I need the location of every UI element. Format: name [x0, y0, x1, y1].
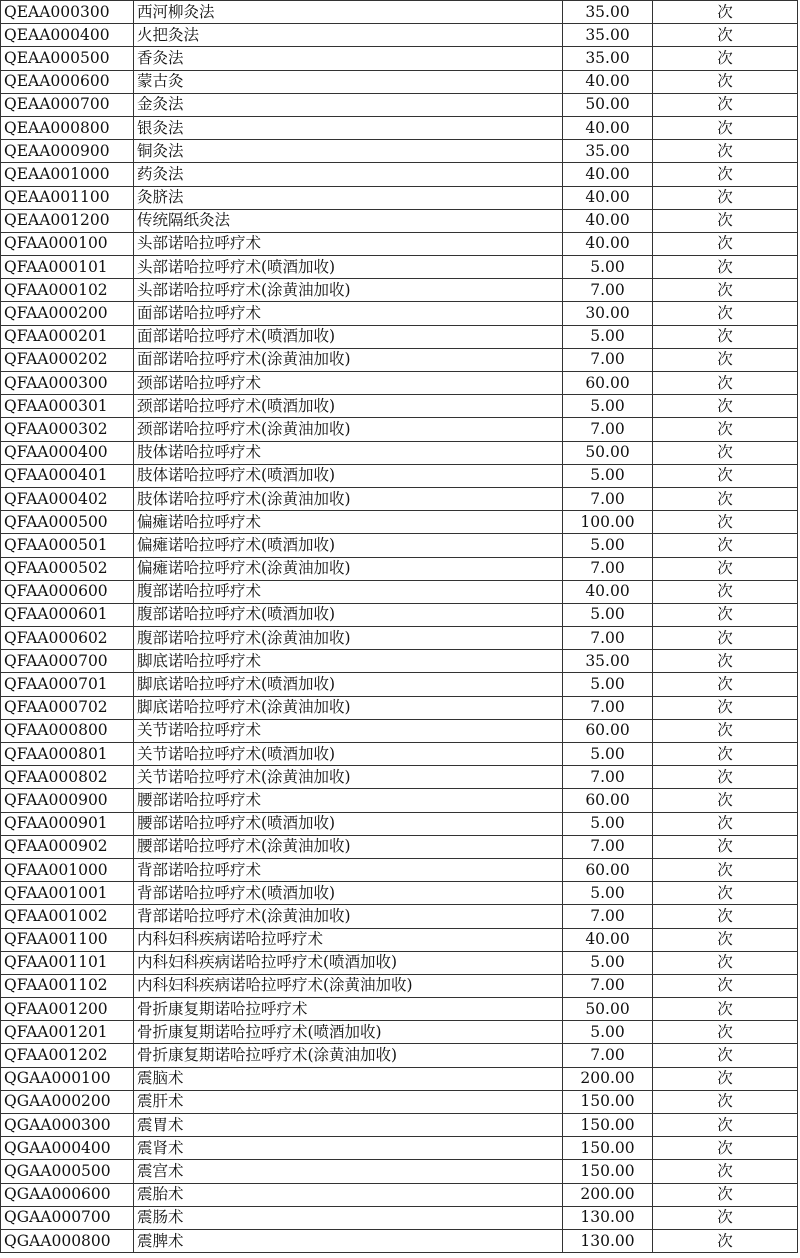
item-code-cell: QGAA000800 — [1, 1229, 134, 1252]
item-name-cell: 背部诺哈拉呼疗术 — [134, 858, 563, 881]
item-unit-cell: 次 — [653, 603, 798, 626]
table-row — [1, 1, 798, 24]
item-code-cell: QFAA000202 — [1, 348, 134, 371]
item-price-cell: 5.00 — [563, 951, 653, 974]
table-row — [1, 232, 798, 255]
item-unit-cell: 次 — [653, 557, 798, 580]
item-name-cell: 腹部诺哈拉呼疗术(涂黄油加收) — [134, 627, 563, 650]
table-row — [1, 209, 798, 232]
item-name-cell: 脚底诺哈拉呼疗术(喷酒加收) — [134, 673, 563, 696]
item-unit-cell: 次 — [653, 1, 798, 24]
item-name-cell: 火把灸法 — [134, 24, 563, 47]
item-unit-cell: 次 — [653, 70, 798, 93]
item-unit-cell: 次 — [653, 418, 798, 441]
item-price-cell: 50.00 — [563, 441, 653, 464]
item-price-cell: 5.00 — [563, 812, 653, 835]
item-price-cell: 200.00 — [563, 1067, 653, 1090]
item-price-cell: 7.00 — [563, 557, 653, 580]
table-row — [1, 1137, 798, 1160]
item-unit-cell: 次 — [653, 858, 798, 881]
item-code-cell: QFAA000402 — [1, 487, 134, 510]
item-name-cell: 面部诺哈拉呼疗术(涂黄油加收) — [134, 348, 563, 371]
item-code-cell: QFAA000502 — [1, 557, 134, 580]
item-name-cell: 腰部诺哈拉呼疗术 — [134, 789, 563, 812]
table-row — [1, 998, 798, 1021]
item-unit-cell: 次 — [653, 302, 798, 325]
item-code-cell: QGAA000100 — [1, 1067, 134, 1090]
item-code-cell: QFAA000901 — [1, 812, 134, 835]
item-unit-cell: 次 — [653, 743, 798, 766]
table-row — [1, 70, 798, 93]
item-code-cell: QEAA001100 — [1, 186, 134, 209]
item-code-cell: QFAA000300 — [1, 372, 134, 395]
item-name-cell: 银灸法 — [134, 116, 563, 139]
item-price-cell: 5.00 — [563, 743, 653, 766]
item-price-cell: 5.00 — [563, 395, 653, 418]
item-code-cell: QFAA000601 — [1, 603, 134, 626]
item-price-cell: 150.00 — [563, 1160, 653, 1183]
item-price-cell: 40.00 — [563, 116, 653, 139]
item-unit-cell: 次 — [653, 1160, 798, 1183]
table-row — [1, 186, 798, 209]
item-unit-cell: 次 — [653, 835, 798, 858]
item-code-cell: QFAA000801 — [1, 743, 134, 766]
item-price-cell: 50.00 — [563, 998, 653, 1021]
item-name-cell: 头部诺哈拉呼疗术(涂黄油加收) — [134, 279, 563, 302]
table-row — [1, 580, 798, 603]
item-name-cell: 肢体诺哈拉呼疗术 — [134, 441, 563, 464]
table-row — [1, 256, 798, 279]
item-name-cell: 颈部诺哈拉呼疗术(涂黄油加收) — [134, 418, 563, 441]
item-price-cell: 7.00 — [563, 835, 653, 858]
item-unit-cell: 次 — [653, 395, 798, 418]
item-code-cell: QGAA000600 — [1, 1183, 134, 1206]
item-price-cell: 60.00 — [563, 372, 653, 395]
item-price-cell: 7.00 — [563, 348, 653, 371]
table-row — [1, 673, 798, 696]
table-row — [1, 395, 798, 418]
item-unit-cell: 次 — [653, 116, 798, 139]
table-row — [1, 1206, 798, 1229]
item-unit-cell: 次 — [653, 951, 798, 974]
item-unit-cell: 次 — [653, 1044, 798, 1067]
table-row — [1, 116, 798, 139]
table-row — [1, 1229, 798, 1252]
item-code-cell: QFAA001002 — [1, 905, 134, 928]
item-code-cell: QEAA000900 — [1, 140, 134, 163]
table-row — [1, 812, 798, 835]
item-code-cell: QFAA001102 — [1, 974, 134, 997]
table-row — [1, 951, 798, 974]
table-row — [1, 789, 798, 812]
item-unit-cell: 次 — [653, 928, 798, 951]
item-unit-cell: 次 — [653, 1137, 798, 1160]
item-name-cell: 脚底诺哈拉呼疗术(涂黄油加收) — [134, 696, 563, 719]
table-row — [1, 534, 798, 557]
item-name-cell: 震肠术 — [134, 1206, 563, 1229]
item-price-cell: 7.00 — [563, 974, 653, 997]
item-unit-cell: 次 — [653, 905, 798, 928]
item-unit-cell: 次 — [653, 209, 798, 232]
item-unit-cell: 次 — [653, 1114, 798, 1137]
item-unit-cell: 次 — [653, 163, 798, 186]
item-price-cell: 130.00 — [563, 1229, 653, 1252]
table-row — [1, 140, 798, 163]
item-code-cell: QFAA000100 — [1, 232, 134, 255]
item-unit-cell: 次 — [653, 348, 798, 371]
item-price-cell: 200.00 — [563, 1183, 653, 1206]
item-name-cell: 震胃术 — [134, 1114, 563, 1137]
item-code-cell: QFAA001100 — [1, 928, 134, 951]
item-price-cell: 7.00 — [563, 418, 653, 441]
item-unit-cell: 次 — [653, 534, 798, 557]
table-body — [1, 1, 798, 1253]
item-name-cell: 震胎术 — [134, 1183, 563, 1206]
item-unit-cell: 次 — [653, 1021, 798, 1044]
table-row — [1, 743, 798, 766]
item-unit-cell: 次 — [653, 279, 798, 302]
item-code-cell: QFAA000700 — [1, 650, 134, 673]
item-price-cell: 40.00 — [563, 186, 653, 209]
item-code-cell: QEAA000400 — [1, 24, 134, 47]
item-price-cell: 35.00 — [563, 47, 653, 70]
item-price-cell: 130.00 — [563, 1206, 653, 1229]
item-code-cell: QFAA000302 — [1, 418, 134, 441]
table-row — [1, 882, 798, 905]
item-name-cell: 骨折康复期诺哈拉呼疗术 — [134, 998, 563, 1021]
item-price-cell: 150.00 — [563, 1114, 653, 1137]
item-name-cell: 震宫术 — [134, 1160, 563, 1183]
item-code-cell: QFAA000401 — [1, 464, 134, 487]
item-code-cell: QFAA000900 — [1, 789, 134, 812]
item-name-cell: 腰部诺哈拉呼疗术(喷酒加收) — [134, 812, 563, 835]
item-price-cell: 100.00 — [563, 511, 653, 534]
table-row — [1, 1114, 798, 1137]
table-row — [1, 835, 798, 858]
item-unit-cell: 次 — [653, 186, 798, 209]
table-row — [1, 418, 798, 441]
table-row — [1, 464, 798, 487]
item-code-cell: QGAA000300 — [1, 1114, 134, 1137]
item-code-cell: QFAA000902 — [1, 835, 134, 858]
table-row — [1, 1183, 798, 1206]
item-code-cell: QFAA000200 — [1, 302, 134, 325]
item-name-cell: 药灸法 — [134, 163, 563, 186]
table-row — [1, 696, 798, 719]
table-row — [1, 1160, 798, 1183]
item-name-cell: 颈部诺哈拉呼疗术 — [134, 372, 563, 395]
item-name-cell: 肢体诺哈拉呼疗术(涂黄油加收) — [134, 487, 563, 510]
item-name-cell: 背部诺哈拉呼疗术(喷酒加收) — [134, 882, 563, 905]
item-name-cell: 传统隔纸灸法 — [134, 209, 563, 232]
item-price-cell: 60.00 — [563, 719, 653, 742]
item-unit-cell: 次 — [653, 325, 798, 348]
item-code-cell: QFAA000101 — [1, 256, 134, 279]
item-price-cell: 7.00 — [563, 696, 653, 719]
table-row — [1, 441, 798, 464]
item-price-cell: 7.00 — [563, 627, 653, 650]
item-unit-cell: 次 — [653, 627, 798, 650]
item-name-cell: 头部诺哈拉呼疗术(喷酒加收) — [134, 256, 563, 279]
item-code-cell: QEAA000500 — [1, 47, 134, 70]
item-unit-cell: 次 — [653, 812, 798, 835]
item-code-cell: QFAA000802 — [1, 766, 134, 789]
item-code-cell: QEAA000800 — [1, 116, 134, 139]
item-name-cell: 震脾术 — [134, 1229, 563, 1252]
item-price-cell: 40.00 — [563, 928, 653, 951]
item-unit-cell: 次 — [653, 372, 798, 395]
item-unit-cell: 次 — [653, 441, 798, 464]
item-name-cell: 铜灸法 — [134, 140, 563, 163]
table-row — [1, 93, 798, 116]
item-unit-cell: 次 — [653, 882, 798, 905]
item-price-cell: 150.00 — [563, 1137, 653, 1160]
item-code-cell: QGAA000200 — [1, 1090, 134, 1113]
table-row — [1, 279, 798, 302]
item-code-cell: QEAA001000 — [1, 163, 134, 186]
item-code-cell: QFAA000702 — [1, 696, 134, 719]
item-price-cell: 7.00 — [563, 905, 653, 928]
table-row — [1, 974, 798, 997]
item-unit-cell: 次 — [653, 93, 798, 116]
item-price-cell: 40.00 — [563, 209, 653, 232]
item-price-cell: 60.00 — [563, 858, 653, 881]
item-price-cell: 5.00 — [563, 534, 653, 557]
item-code-cell: QEAA000600 — [1, 70, 134, 93]
item-name-cell: 关节诺哈拉呼疗术(涂黄油加收) — [134, 766, 563, 789]
table-row — [1, 905, 798, 928]
item-name-cell: 香灸法 — [134, 47, 563, 70]
item-name-cell: 骨折康复期诺哈拉呼疗术(喷酒加收) — [134, 1021, 563, 1044]
item-name-cell: 面部诺哈拉呼疗术(喷酒加收) — [134, 325, 563, 348]
table-row — [1, 47, 798, 70]
item-name-cell: 关节诺哈拉呼疗术 — [134, 719, 563, 742]
item-unit-cell: 次 — [653, 789, 798, 812]
item-code-cell: QFAA001001 — [1, 882, 134, 905]
item-name-cell: 腹部诺哈拉呼疗术 — [134, 580, 563, 603]
item-name-cell: 内科妇科疾病诺哈拉呼疗术(涂黄油加收) — [134, 974, 563, 997]
item-name-cell: 偏瘫诺哈拉呼疗术(喷酒加收) — [134, 534, 563, 557]
item-unit-cell: 次 — [653, 487, 798, 510]
item-code-cell: QGAA000400 — [1, 1137, 134, 1160]
item-code-cell: QGAA000700 — [1, 1206, 134, 1229]
item-name-cell: 内科妇科疾病诺哈拉呼疗术 — [134, 928, 563, 951]
table-row — [1, 372, 798, 395]
table-row — [1, 557, 798, 580]
item-price-cell: 5.00 — [563, 603, 653, 626]
item-unit-cell: 次 — [653, 24, 798, 47]
item-price-cell: 5.00 — [563, 1021, 653, 1044]
item-price-cell: 35.00 — [563, 1, 653, 24]
item-name-cell: 金灸法 — [134, 93, 563, 116]
table-row — [1, 302, 798, 325]
item-price-cell: 150.00 — [563, 1090, 653, 1113]
item-code-cell: QFAA000501 — [1, 534, 134, 557]
table-row — [1, 858, 798, 881]
item-name-cell: 灸脐法 — [134, 186, 563, 209]
item-price-cell: 50.00 — [563, 93, 653, 116]
item-name-cell: 西河柳灸法 — [134, 1, 563, 24]
item-price-cell: 35.00 — [563, 24, 653, 47]
item-unit-cell: 次 — [653, 1206, 798, 1229]
item-unit-cell: 次 — [653, 256, 798, 279]
item-price-cell: 5.00 — [563, 673, 653, 696]
table-row — [1, 1090, 798, 1113]
item-name-cell: 腹部诺哈拉呼疗术(喷酒加收) — [134, 603, 563, 626]
item-unit-cell: 次 — [653, 673, 798, 696]
item-code-cell: QFAA001000 — [1, 858, 134, 881]
table-row — [1, 348, 798, 371]
item-code-cell: QFAA000602 — [1, 627, 134, 650]
item-unit-cell: 次 — [653, 47, 798, 70]
item-code-cell: QFAA001200 — [1, 998, 134, 1021]
item-name-cell: 震脑术 — [134, 1067, 563, 1090]
item-price-cell: 7.00 — [563, 1044, 653, 1067]
item-price-cell: 35.00 — [563, 650, 653, 673]
item-code-cell: QFAA001201 — [1, 1021, 134, 1044]
item-name-cell: 颈部诺哈拉呼疗术(喷酒加收) — [134, 395, 563, 418]
item-name-cell: 头部诺哈拉呼疗术 — [134, 232, 563, 255]
item-code-cell: QEAA000300 — [1, 1, 134, 24]
item-code-cell: QFAA000201 — [1, 325, 134, 348]
item-name-cell: 肢体诺哈拉呼疗术(喷酒加收) — [134, 464, 563, 487]
table-row — [1, 511, 798, 534]
item-price-cell: 5.00 — [563, 256, 653, 279]
item-unit-cell: 次 — [653, 1183, 798, 1206]
item-unit-cell: 次 — [653, 1090, 798, 1113]
item-unit-cell: 次 — [653, 1067, 798, 1090]
item-price-cell: 40.00 — [563, 232, 653, 255]
item-price-cell: 7.00 — [563, 766, 653, 789]
item-unit-cell: 次 — [653, 232, 798, 255]
item-code-cell: QFAA000500 — [1, 511, 134, 534]
table-row — [1, 627, 798, 650]
item-code-cell: QFAA001101 — [1, 951, 134, 974]
item-code-cell: QFAA000400 — [1, 441, 134, 464]
table-row — [1, 163, 798, 186]
table-row — [1, 650, 798, 673]
table-row — [1, 325, 798, 348]
table-row — [1, 1021, 798, 1044]
table-row — [1, 487, 798, 510]
item-price-cell: 40.00 — [563, 580, 653, 603]
item-name-cell: 蒙古灸 — [134, 70, 563, 93]
item-code-cell: QFAA000102 — [1, 279, 134, 302]
item-unit-cell: 次 — [653, 1229, 798, 1252]
table-row — [1, 24, 798, 47]
item-name-cell: 脚底诺哈拉呼疗术 — [134, 650, 563, 673]
item-name-cell: 关节诺哈拉呼疗术(喷酒加收) — [134, 743, 563, 766]
item-code-cell: QEAA001200 — [1, 209, 134, 232]
table-row — [1, 928, 798, 951]
item-unit-cell: 次 — [653, 580, 798, 603]
item-unit-cell: 次 — [653, 719, 798, 742]
item-unit-cell: 次 — [653, 766, 798, 789]
table-row — [1, 1067, 798, 1090]
item-price-cell: 5.00 — [563, 882, 653, 905]
item-unit-cell: 次 — [653, 464, 798, 487]
table-row — [1, 603, 798, 626]
item-name-cell: 背部诺哈拉呼疗术(涂黄油加收) — [134, 905, 563, 928]
item-name-cell: 偏瘫诺哈拉呼疗术(涂黄油加收) — [134, 557, 563, 580]
item-price-cell: 30.00 — [563, 302, 653, 325]
table-row — [1, 766, 798, 789]
item-code-cell: QFAA000800 — [1, 719, 134, 742]
item-name-cell: 腰部诺哈拉呼疗术(涂黄油加收) — [134, 835, 563, 858]
table-row — [1, 719, 798, 742]
item-price-cell: 60.00 — [563, 789, 653, 812]
item-unit-cell: 次 — [653, 650, 798, 673]
item-price-cell: 35.00 — [563, 140, 653, 163]
item-price-cell: 7.00 — [563, 487, 653, 510]
item-price-cell: 5.00 — [563, 325, 653, 348]
item-price-cell: 7.00 — [563, 279, 653, 302]
item-unit-cell: 次 — [653, 511, 798, 534]
item-code-cell: QFAA001202 — [1, 1044, 134, 1067]
item-unit-cell: 次 — [653, 140, 798, 163]
item-price-cell: 5.00 — [563, 464, 653, 487]
item-name-cell: 内科妇科疾病诺哈拉呼疗术(喷酒加收) — [134, 951, 563, 974]
table-row — [1, 1044, 798, 1067]
item-code-cell: QFAA000701 — [1, 673, 134, 696]
item-code-cell: QFAA000301 — [1, 395, 134, 418]
item-unit-cell: 次 — [653, 998, 798, 1021]
item-name-cell: 偏瘫诺哈拉呼疗术 — [134, 511, 563, 534]
item-unit-cell: 次 — [653, 974, 798, 997]
item-price-cell: 40.00 — [563, 163, 653, 186]
item-name-cell: 面部诺哈拉呼疗术 — [134, 302, 563, 325]
item-name-cell: 骨折康复期诺哈拉呼疗术(涂黄油加收) — [134, 1044, 563, 1067]
item-price-cell: 40.00 — [563, 70, 653, 93]
item-name-cell: 震肝术 — [134, 1090, 563, 1113]
item-code-cell: QFAA000600 — [1, 580, 134, 603]
item-code-cell: QEAA000700 — [1, 93, 134, 116]
item-unit-cell: 次 — [653, 696, 798, 719]
item-name-cell: 震肾术 — [134, 1137, 563, 1160]
item-code-cell: QGAA000500 — [1, 1160, 134, 1183]
